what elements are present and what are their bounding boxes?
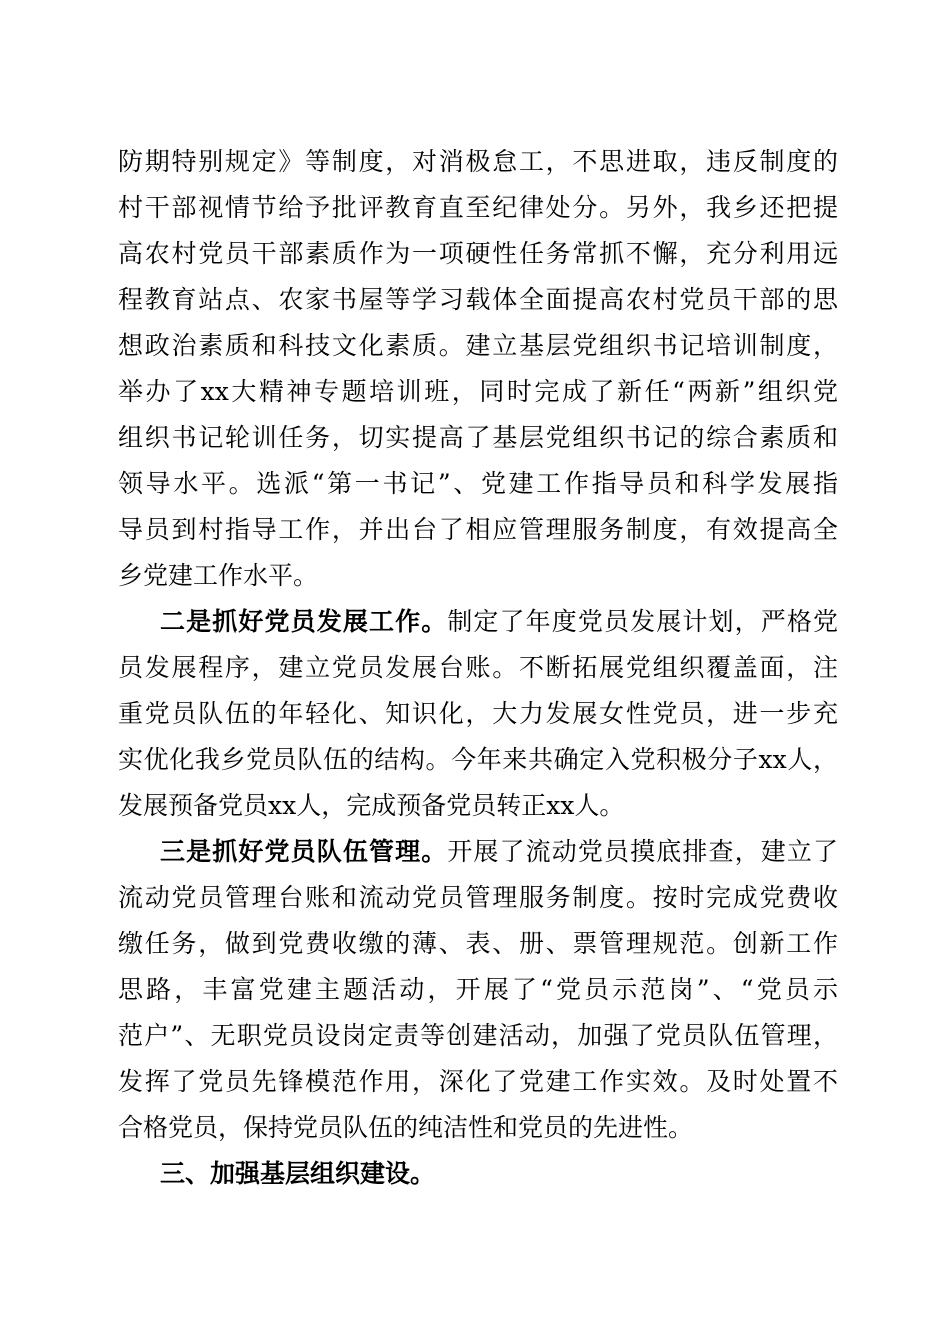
paragraph-line: 防期特别规定》等制度，对消极怠工，不思进取，违反制度的 <box>118 147 838 176</box>
paragraph-line: 乡党建工作水平。 <box>118 561 319 590</box>
paragraph-line: 村干部视情节给予批评教育直至纪律处分。另外，我乡还把提 <box>118 193 838 222</box>
paragraph-line: 员发展程序，建立党员发展台账。不断拓展党组织覆盖面，注 <box>118 653 838 682</box>
paragraph-line: 程教育站点、农家书屋等学习载体全面提高农村党员干部的思 <box>118 285 838 314</box>
paragraph-first-rest: 开展了流动党员摸底排查，建立了 <box>447 837 838 866</box>
paragraph-line: 范户”、无职党员设岗定责等创建活动，加强了党员队伍管理， <box>118 1021 838 1050</box>
paragraph-line: 合格党员，保持党员队伍的纯洁性和党员的先进性。 <box>118 1113 694 1142</box>
paragraph-line: 发展预备党员xx人，完成预备党员转正xx人。 <box>118 791 625 820</box>
paragraph-line: 思路，丰富党建主题活动，开展了“党员示范岗”、“党员示 <box>118 975 838 1004</box>
paragraph-line: 导员到村指导工作，并出台了相应管理服务制度，有效提高全 <box>118 515 838 544</box>
paragraph-line: 发挥了党员先锋模范作用，深化了党建工作实效。及时处置不 <box>118 1067 838 1096</box>
paragraph-line: 想政治素质和科技文化素质。建立基层党组织书记培训制度， <box>118 331 838 360</box>
paragraph-2 <box>118 599 838 829</box>
paragraph-first-line <box>118 829 838 875</box>
paragraph-lead: 三是抓好党员队伍管理。 <box>160 837 448 866</box>
paragraph-1 <box>118 139 838 599</box>
paragraph-line: 重党员队伍的年轻化、知识化，大力发展女性党员，进一步充 <box>118 699 838 728</box>
paragraph-first-line <box>118 599 838 645</box>
paragraph-line: 实优化我乡党员队伍的结构。今年来共确定入党积极分子xx人， <box>118 745 838 774</box>
paragraph-line: 领导水平。选派“第一书记”、党建工作指导员和科学发展指 <box>118 469 838 498</box>
paragraph-line: 举办了xx大精神专题培训班，同时完成了新任“两新”组织党 <box>118 377 838 406</box>
section-heading: 三、加强基层组织建设。 <box>160 1159 436 1188</box>
paragraph-line: 缴任务，做到党费收缴的薄、表、册、票管理规范。创新工作 <box>118 929 838 958</box>
paragraph-3 <box>118 829 838 1151</box>
paragraph-line: 流动党员管理台账和流动党员管理服务制度。按时完成党费收 <box>118 883 838 912</box>
paragraph-line: 高农村党员干部素质作为一项硬性任务常抓不懈，充分利用远 <box>118 239 838 268</box>
paragraph-lead: 二是抓好党员发展工作。 <box>160 607 448 636</box>
paragraph-line: 组织书记轮训任务，切实提高了基层党组织书记的综合素质和 <box>118 423 838 452</box>
document-body <box>118 139 838 1197</box>
paragraph-first-rest: 制定了年度党员发展计划，严格党 <box>447 607 838 636</box>
